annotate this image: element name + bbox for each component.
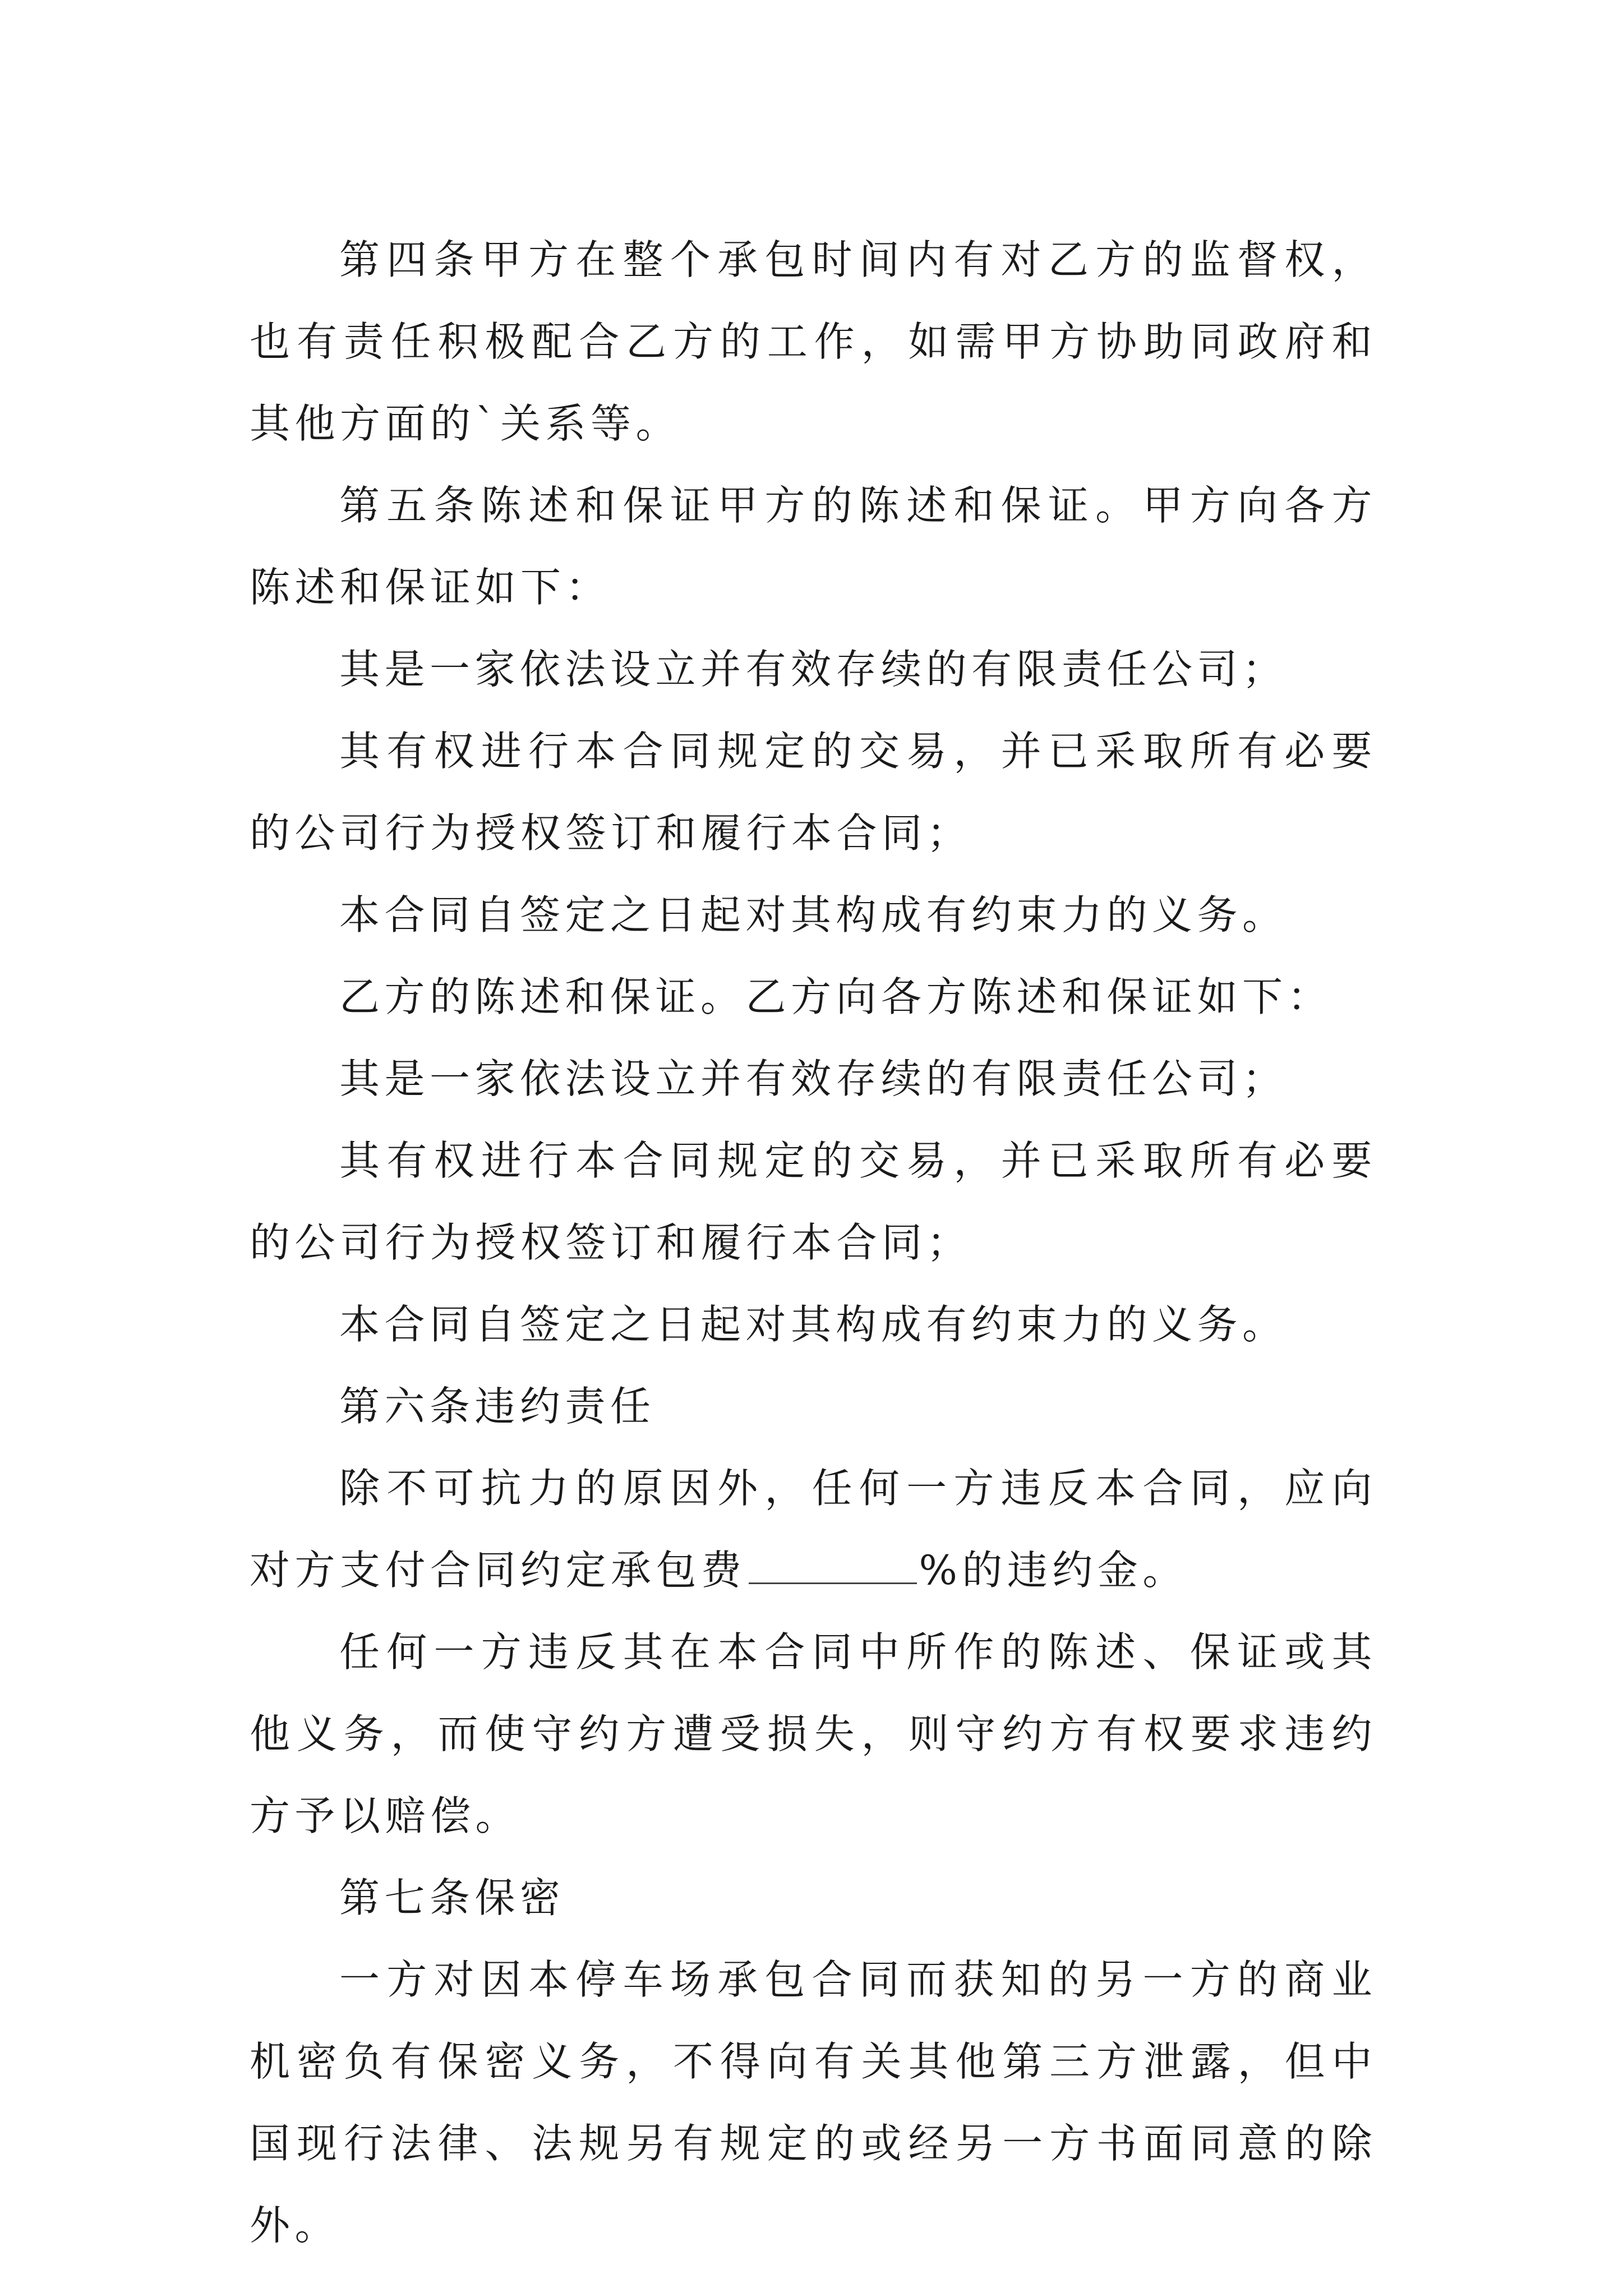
penalty-text-after: %的违约金。	[919, 1547, 1188, 1594]
paragraph-penalty	[250, 1447, 1377, 1611]
paragraph-article-7-heading: 第七条保密	[339, 1874, 565, 1921]
paragraph-party-b-item-2: 其有权进行本合同规定的交易，并已采取所有必要的公司行为授权签订和履行本合同；	[250, 1137, 1377, 1266]
paragraph-party-b-heading: 乙方的陈述和保证。乙方向各方陈述和保证如下：	[339, 973, 1333, 1020]
paragraph-compensation: 任何一方违反其在本合同中所作的陈述、保证或其他义务，而使守约方遭受损失，则守约方有权要求违约方予以赔偿。	[250, 1628, 1377, 1839]
document-body	[250, 219, 1377, 2266]
penalty-rate-blank	[749, 1549, 917, 1584]
paragraph-party-b-item-3: 本合同自签定之日起对其构成有约束力的义务。	[339, 1301, 1288, 1348]
penalty-text-before: 除不可抗力的原因外，任何一方违反本合同，应向对方支付合同约定承包费	[250, 1465, 1377, 1594]
paragraph-party-a-item-3: 本合同自签定之日起对其构成有约束力的义务。	[339, 891, 1288, 938]
paragraph-article-5: 第五条陈述和保证甲方的陈述和保证。甲方向各方陈述和保证如下：	[250, 482, 1377, 611]
paragraph-party-a-item-2: 其有权进行本合同规定的交易，并已采取所有必要的公司行为授权签订和履行本合同；	[250, 728, 1377, 857]
paragraph-article-4: 第四条甲方在整个承包时间内有对乙方的监督权，也有责任积极配合乙方的工作，如需甲方协助同政府和其他方面的`关系等。	[250, 236, 1377, 447]
paragraph-confidentiality: 一方对因本停车场承包合同而获知的另一方的商业机密负有保密义务，不得向有关其他第三方泄露，但中国现行法律、法规另有规定的或经另一方书面同意的除外。	[250, 1956, 1377, 2249]
paragraph-article-6-heading: 第六条违约责任	[339, 1383, 656, 1430]
paragraph-party-a-item-1: 其是一家依法设立并有效存续的有限责任公司；	[339, 646, 1288, 693]
paragraph-party-b-item-1: 其是一家依法设立并有效存续的有限责任公司；	[339, 1055, 1288, 1102]
